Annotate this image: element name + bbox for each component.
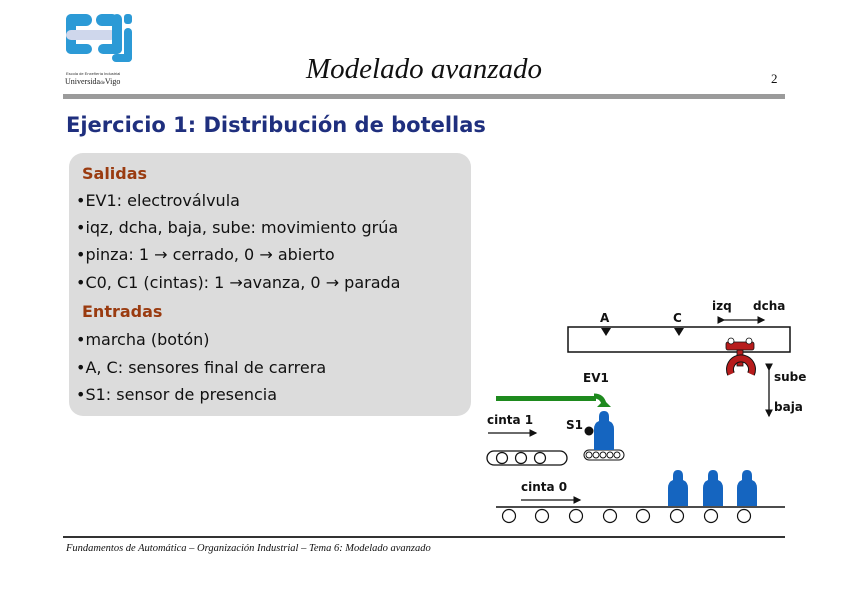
bottle-icon (703, 470, 723, 506)
sensor-c-label: C (673, 311, 682, 325)
bottle-icon (668, 470, 688, 506)
input-item: •A, C: sensores final de carrera (76, 358, 327, 377)
logo-school-text: Escola de Enxeñería Industrial (66, 71, 121, 76)
logo-university-text: UniversidadeVigo (65, 77, 121, 86)
cinta1-label: cinta 1 (487, 413, 534, 427)
s1-sensor (585, 427, 594, 436)
sube-label: sube (774, 370, 807, 384)
valve-icon (496, 396, 611, 407)
input-item: •marcha (botón) (76, 330, 210, 349)
cinta0-label: cinta 0 (521, 480, 568, 494)
inputs-heading: Entradas (82, 302, 163, 321)
bottle-distribution-diagram (480, 290, 810, 535)
exercise-title: Ejercicio 1: Distribución de botellas (66, 113, 486, 137)
dcha-label: dcha (753, 299, 786, 313)
outputs-heading: Salidas (82, 164, 148, 183)
s1-label: S1 (566, 418, 583, 432)
page-number: 2 (771, 71, 778, 86)
output-item: •C0, C1 (cintas): 1 →avanza, 0 → parada (76, 273, 401, 292)
bottle-icon (594, 411, 614, 450)
output-item: •EV1: electroválvula (76, 191, 240, 210)
output-item: •iqz, dcha, baja, sube: movimiento grúa (76, 218, 399, 237)
footer-text: Fundamentos de Automática – Organización Industrial – Tema 6: Modelado avanzado (66, 543, 431, 554)
conveyor-belt-1 (487, 450, 624, 465)
ev1-label: EV1 (583, 371, 609, 385)
bottle-icon (737, 470, 757, 506)
output-item: •pinza: 1 → cerrado, 0 → abierto (76, 245, 335, 264)
crane-gripper-icon (726, 338, 754, 374)
conveyor-belt-0-rollers (503, 510, 751, 523)
input-item: •S1: sensor de presencia (76, 385, 278, 404)
baja-label: baja (774, 400, 803, 414)
header-rule (63, 94, 785, 99)
footer-rule (63, 536, 785, 538)
sensor-a-label: A (600, 311, 610, 325)
izq-label: izq (712, 299, 732, 313)
slide-title: Modelado avanzado (306, 53, 542, 85)
